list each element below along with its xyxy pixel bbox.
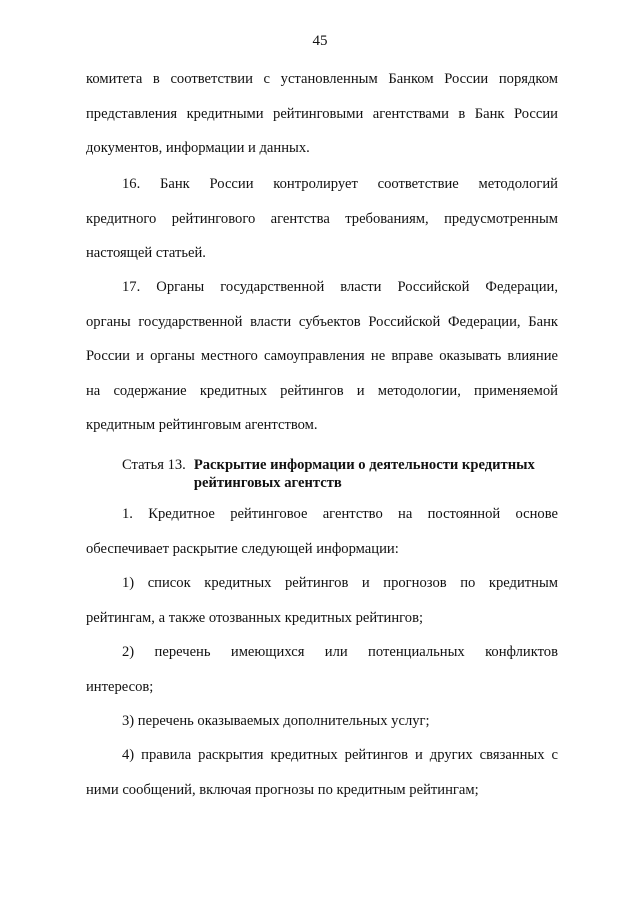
text-line: настоящей статьей.	[86, 245, 206, 261]
text-line: интересов;	[86, 678, 154, 695]
article-label: Статья 13.	[122, 457, 186, 473]
paragraph-subitem-3	[86, 704, 558, 739]
text-line: 4) правила раскрытия кредитных рейтингов и других связанных с	[122, 747, 558, 763]
text-line: 16. Банк России контролирует соответствие методологий	[122, 176, 558, 192]
text-line: ними сообщений, включая прогнозы по кредитным рейтингам;	[86, 781, 479, 798]
text-line: кредитного рейтингового агентства требованиям, предусмотренным	[86, 210, 558, 227]
text-line: 17. Органы государственной власти Российской Федерации,	[122, 279, 558, 295]
text-line: 2) перечень имеющихся или потенциальных конфликтов	[122, 644, 558, 660]
text-line: 1) список кредитных рейтингов и прогнозов по кредитным	[122, 575, 558, 591]
page-number: 45	[312, 33, 328, 49]
article-title-line: рейтинговых агентств	[193, 475, 342, 491]
text-line: 1. Кредитное рейтинговое агентство на постоянной основе	[122, 506, 558, 522]
paragraph-continuation	[86, 62, 558, 166]
paragraph-subitem-4	[86, 738, 558, 807]
text-line: кредитным рейтинговым агентством.	[86, 417, 318, 433]
text-line: 3) перечень оказываемых дополнительных услуг;	[122, 713, 430, 729]
paragraph-item-17	[86, 270, 558, 443]
paragraph-item-1	[86, 497, 558, 566]
article-heading	[122, 456, 558, 492]
text-line: обеспечивает раскрытие следующей информации:	[86, 540, 399, 557]
text-line: на содержание кредитных рейтингов и методологии, применяемой	[86, 382, 558, 399]
paragraph-subitem-1	[86, 566, 558, 635]
paragraph-item-16	[86, 167, 558, 271]
text-line: документов, информации и данных.	[86, 140, 310, 156]
paragraph-subitem-2	[86, 635, 558, 704]
text-line: комитета в соответствии с установленным Банком России порядком	[86, 71, 558, 87]
article-title	[194, 456, 535, 492]
text-line: рейтингам, а также отозванных кредитных рейтингов;	[86, 609, 424, 626]
text-line: России и органы местного самоуправления не вправе оказывать влияние	[86, 348, 558, 364]
text-line: представления кредитными рейтинговыми агентствами в Банк России	[86, 105, 558, 122]
text-line: органы государственной власти субъектов Российской Федерации, Банк	[86, 313, 558, 330]
article-title-line: Раскрытие информации о деятельности кредитных	[193, 457, 535, 473]
